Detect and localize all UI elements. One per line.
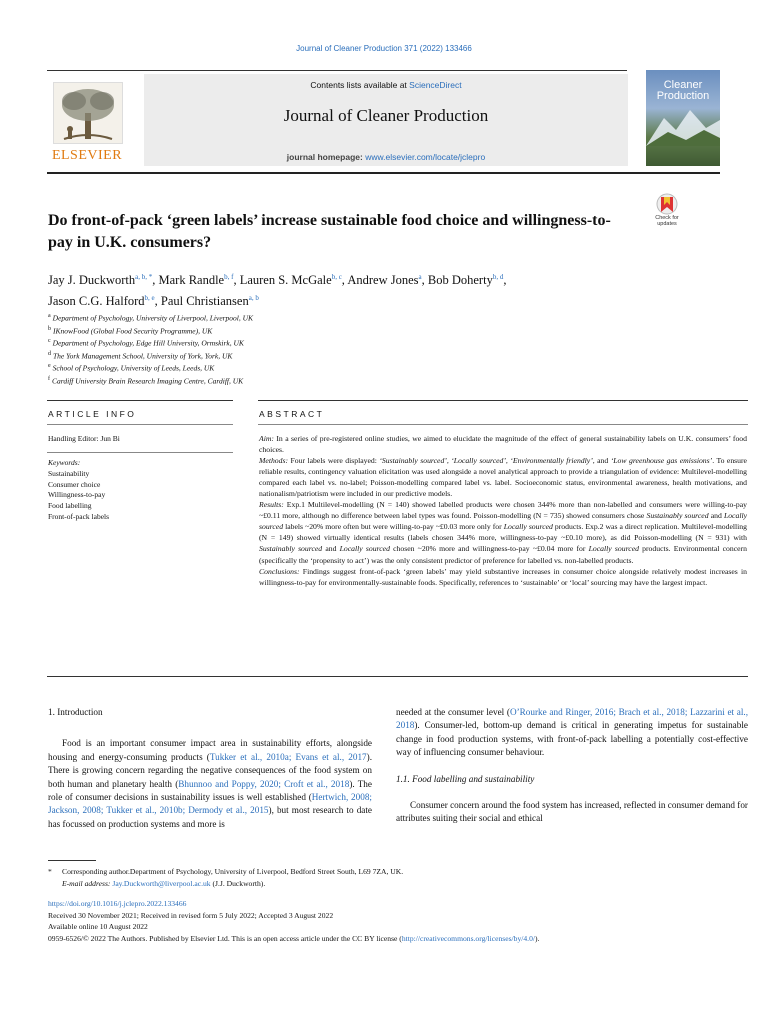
section-heading-introduction: 1. Introduction bbox=[48, 707, 103, 717]
mountain-icon bbox=[646, 106, 720, 146]
abstract-heading: ABSTRACT bbox=[259, 409, 325, 419]
author-list bbox=[48, 268, 688, 310]
labelling-paragraph: Consumer concern around the food system has increased, reflected in consumer demand for attributes suiting their social and ethical bbox=[396, 800, 748, 824]
author-separator: , bbox=[233, 273, 240, 288]
article-title: Do front-of-pack ‘green labels’ increase sustainable food choice and willingness-to-pay in U.K. consumers? bbox=[48, 212, 611, 251]
bookmark-icon bbox=[647, 193, 687, 217]
conclusions-label: Conclusions: bbox=[259, 566, 300, 576]
corresponding-text: Corresponding author.Department of Psychology, University of Liverpool, Bedford Street South, L69 7ZA, UK. bbox=[62, 867, 404, 876]
header-bottom-rule bbox=[47, 172, 720, 174]
affiliation bbox=[48, 324, 448, 337]
author-separator: , bbox=[341, 273, 348, 288]
aim-label: Aim: bbox=[259, 434, 274, 443]
elsevier-tree-icon bbox=[53, 82, 123, 144]
contents-prefix: Contents lists available at bbox=[310, 80, 410, 90]
author-affiliation-marks[interactable]: a bbox=[418, 273, 422, 281]
license-text: ). bbox=[534, 933, 540, 943]
affiliation-letter: b bbox=[48, 325, 51, 332]
received-dates: Received 30 November 2021; Received in revised form 5 July 2022; Accepted 3 August 2022 bbox=[48, 910, 334, 920]
citation-link[interactable]: Hertwich, 2008; Jackson, 2008; Tukker et al., 2010b; Dermody et al., 2015 bbox=[48, 792, 372, 816]
email-note bbox=[48, 878, 748, 890]
email-label: E-mail address: bbox=[62, 879, 111, 888]
footnotes bbox=[48, 866, 748, 890]
keyword: Sustainability bbox=[48, 468, 90, 478]
author-name: Andrew Jones bbox=[347, 273, 419, 288]
author-separator: , bbox=[154, 294, 161, 309]
affiliation-letter: d bbox=[48, 350, 51, 357]
footnote-mark: * bbox=[48, 867, 52, 876]
results-text: and bbox=[708, 511, 724, 521]
affiliation bbox=[48, 349, 448, 362]
elsevier-wordmark: ELSEVIER bbox=[51, 148, 123, 163]
abstract-rule bbox=[258, 424, 748, 425]
homepage-line bbox=[144, 152, 628, 162]
intro-paragraph bbox=[48, 737, 372, 831]
abstract-methods bbox=[259, 455, 747, 499]
methods-text: and bbox=[594, 456, 611, 466]
elsevier-logo[interactable] bbox=[47, 78, 127, 166]
available-online: Available online 10 August 2022 bbox=[48, 922, 148, 932]
badge-text-line1: Check for bbox=[655, 215, 679, 221]
author-name: Jason C.G. Halford bbox=[48, 294, 145, 309]
badge-text bbox=[647, 215, 687, 227]
body-text: ). There is growing concern regarding the negative consequences of the food system on both human and planetary health ( bbox=[48, 751, 372, 789]
affiliation-text: The York Management School, University of York, York, UK bbox=[53, 351, 233, 360]
affiliation-text: IKnowFood (Global Food Security Programme), UK bbox=[53, 326, 213, 335]
abstract-conclusions bbox=[259, 566, 747, 588]
author-affiliation-marks[interactable]: b, d bbox=[492, 273, 504, 281]
journal-header-band bbox=[144, 74, 628, 166]
author-affiliation-marks[interactable]: b, c bbox=[331, 273, 342, 281]
corresponding-author-note bbox=[48, 866, 748, 878]
abstract-body bbox=[259, 433, 747, 588]
author-name: Jay J. Duckworth bbox=[48, 273, 136, 288]
affiliation-letter: c bbox=[48, 338, 51, 344]
affiliation-letter: a bbox=[48, 313, 51, 319]
license-text: 0959-6526/© 2022 The Authors. Published by Elsevier Ltd. This is an open access article under the CC BY license ( bbox=[48, 933, 402, 943]
affiliation-text: Cardiff University Brain Research Imaging Centre, Cardiff, UK bbox=[52, 376, 244, 385]
results-text: labels ~20% more often but were willing-to-pay ~£0.03 more only for bbox=[283, 522, 504, 532]
author-name: Lauren S. McGale bbox=[239, 273, 332, 288]
license-link[interactable]: http://creativecommons.org/licenses/by/4.0/ bbox=[401, 933, 535, 943]
journal-citation[interactable]: Journal of Cleaner Production 371 (2022) 133466 bbox=[296, 44, 472, 53]
keywords-rule bbox=[47, 452, 233, 453]
author-affiliation-marks[interactable]: b, f bbox=[224, 273, 234, 281]
results-emph: Locally sourced bbox=[259, 511, 747, 532]
results-text: products. Exp.2 was a direct replication. Multilevel-modelling (N = 149) showed virtually identical results (labels chosen 344% more, willingness-to-pay ~£0.10 more), as did Poisson-modelling (N = 931) with bbox=[259, 522, 747, 543]
methods-label-names: ‘Low greenhouse gas emissions’ bbox=[610, 456, 713, 466]
keyword: Consumer choice bbox=[48, 479, 101, 489]
affiliation-text: Department of Psychology, University of Liverpool, Liverpool, UK bbox=[52, 313, 254, 323]
body-column-right bbox=[396, 706, 748, 826]
homepage-link[interactable]: www.elsevier.com/locate/jclepro bbox=[365, 152, 486, 162]
results-text: chosen ~20% more and willingness-to-pay ~£0.04 more for bbox=[389, 544, 589, 554]
methods-label: Methods: bbox=[259, 456, 289, 466]
methods-text: . To ensure reliable results, contingency valuation elicitation was used alongside a novel analytical approach to provide a triangulation of evidence: Multilevel-modelling compared each label vs. no-label; Poisson-modelling compared label vs. label. Socioeconomic status, environmental awareness, health motivations, and nationalism/patriotism were included in our predictive models. bbox=[259, 456, 747, 499]
journal-title: Journal of Cleaner Production bbox=[283, 106, 489, 125]
author-name: Bob Doherty bbox=[427, 273, 493, 288]
article-footer bbox=[48, 898, 748, 944]
results-text: and bbox=[322, 544, 340, 554]
body-column-left bbox=[48, 706, 372, 831]
author[interactable] bbox=[159, 273, 240, 287]
author-separator: , bbox=[503, 273, 507, 288]
license-line bbox=[48, 933, 748, 945]
author[interactable] bbox=[48, 294, 161, 308]
affiliation-letter: e bbox=[48, 363, 51, 369]
author-affiliation-marks[interactable]: b, e bbox=[144, 294, 155, 303]
affiliation bbox=[48, 361, 448, 374]
subsection-heading: 1.1. Food labelling and sustainability bbox=[396, 773, 535, 784]
methods-label-names: ‘Sustainably sourced’, ‘Locally sourced’, ‘Environmentally friendly’, bbox=[379, 456, 595, 466]
affiliation-letter: f bbox=[48, 375, 50, 382]
results-emph: Locally sourced bbox=[588, 544, 639, 554]
results-text: products. Environmental concern (specifically the ‘propensity to act’) was the only consistent predictor of preference for labelled vs. non-labelled products. bbox=[259, 544, 747, 565]
body-text: ). Consumer-led, bottom-up demand is critical in generating impetus for sustainable change in food production systems, with front-of-pack labelling a potentially cost-effective way of influencing consumer behaviour. bbox=[396, 720, 748, 758]
body-text: ). The role of consumer decisions in sustainability issues is well established ( bbox=[48, 778, 372, 803]
results-emph: Sustainably sourced bbox=[646, 511, 709, 521]
abstract-aim bbox=[259, 433, 747, 455]
keywords-block bbox=[48, 458, 109, 523]
handling-editor: Handling Editor: Jun Bi bbox=[48, 434, 120, 443]
results-emph: Locally sourced bbox=[339, 544, 390, 554]
check-for-updates-badge[interactable] bbox=[647, 193, 687, 233]
affiliation bbox=[48, 374, 448, 387]
keywords-label: Keywords: bbox=[48, 458, 81, 467]
author[interactable] bbox=[48, 273, 159, 287]
affiliation bbox=[48, 336, 448, 349]
citation-link[interactable]: Bhunnoo and Poppy, 2020; Croft et al., 2018 bbox=[178, 778, 350, 789]
intro-paragraph-continued bbox=[396, 706, 748, 760]
author-affiliation-marks[interactable]: a, b, * bbox=[135, 273, 153, 281]
methods-text: Four labels were displayed: bbox=[288, 456, 380, 466]
affiliation-list bbox=[48, 311, 448, 386]
aim-text: In a series of pre-registered online studies, we aimed to elucidate the magnitude of the effect of general sustainability labels on U.K. consumers’ food choices. bbox=[259, 434, 747, 455]
affiliation-text: School of Psychology, University of Leeds, Leeds, UK bbox=[52, 363, 215, 373]
doi-link[interactable]: https://doi.org/10.1016/j.jclepro.2022.133466 bbox=[48, 899, 187, 908]
homepage-label: journal homepage: bbox=[286, 152, 366, 162]
results-text: Exp.1 Multilevel-modelling (N = 140) showed labelled products were chosen 344% more than non-labelled and consumers were willing-to-pay ~£0.11 more, although no difference between label types was found. Poisson-modelling (N = 735) showed consumers chose bbox=[259, 500, 747, 521]
email-link[interactable]: Jay.Duckworth@liverpool.ac.uk bbox=[112, 879, 211, 888]
results-emph: Locally sourced bbox=[503, 522, 553, 532]
author-name: Paul Christiansen bbox=[160, 294, 249, 309]
sciencedirect-link[interactable]: ScienceDirect bbox=[409, 80, 462, 90]
author[interactable] bbox=[240, 273, 348, 287]
body-text: ), but most research to date has focussed on production systems and more is bbox=[48, 805, 372, 829]
contents-line bbox=[144, 80, 628, 90]
author-separator: , bbox=[152, 273, 159, 288]
keyword: Food labelling bbox=[48, 501, 92, 511]
abstract-bottom-rule bbox=[47, 676, 748, 677]
author[interactable] bbox=[347, 273, 428, 287]
author-name: Mark Randle bbox=[158, 273, 225, 288]
results-emph: Sustainably sourced bbox=[259, 544, 323, 554]
keyword: Front-of-pack labels bbox=[48, 511, 110, 521]
affiliation bbox=[48, 311, 448, 324]
conclusions-text: Findings suggest front-of-pack ‘green labels’ may yield substantive increases in consumer choice alongside relatively modest increases in willingness-to-pay for environmentally-sustainable foods. Specifically, references to ‘sustainable’ or ‘local’ sourcing may have the largest impact. bbox=[259, 566, 747, 587]
journal-cover-image[interactable] bbox=[646, 70, 720, 166]
affiliation-text: Department of Psychology, Edge Hill University, Ormskirk, UK bbox=[52, 338, 244, 348]
article-info-heading: ARTICLE INFO bbox=[48, 409, 137, 419]
article-info-rule bbox=[47, 424, 233, 425]
body-text: Food is an important consumer impact area in sustainability efforts, alongside housing and energy-consuming products ( bbox=[48, 738, 372, 762]
cover-title: Cleaner Production bbox=[656, 79, 710, 102]
email-suffix: (J.J. Duckworth). bbox=[210, 879, 266, 888]
citation-link[interactable]: O’Rourke and Ringer, 2016; Brach et al., 2018; Lazzarini et al., 2018 bbox=[396, 707, 748, 731]
author-separator: , bbox=[421, 273, 428, 288]
footnote-divider bbox=[48, 860, 96, 861]
abstract-results bbox=[259, 499, 747, 565]
author[interactable] bbox=[161, 294, 259, 308]
keyword: Willingness-to-pay bbox=[48, 490, 106, 500]
header-divider bbox=[47, 70, 627, 71]
article-info-top-rule bbox=[47, 400, 233, 401]
author-affiliation-marks[interactable]: a, b bbox=[248, 294, 259, 303]
citation-link[interactable]: Tukker et al., 2010a; Evans et al., 2017 bbox=[209, 751, 367, 762]
results-label: Results: bbox=[259, 500, 284, 510]
badge-text-line2: updates bbox=[657, 221, 677, 227]
body-text: needed at the consumer level ( bbox=[396, 707, 510, 717]
abstract-top-rule bbox=[258, 400, 748, 401]
author[interactable] bbox=[428, 273, 507, 287]
